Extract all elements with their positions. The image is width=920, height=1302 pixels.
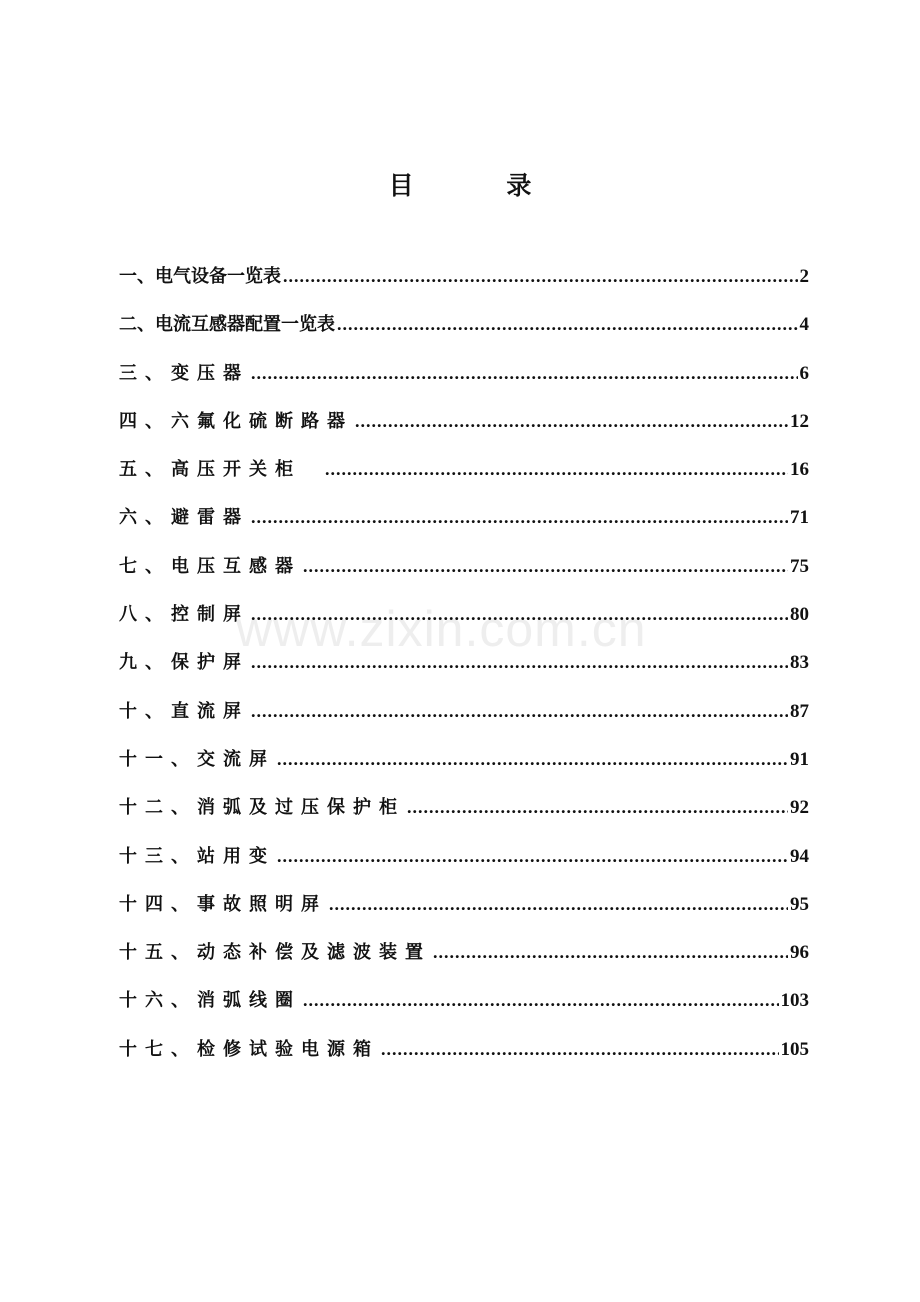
toc-entry-page: 16 bbox=[790, 459, 809, 481]
toc-entry-label: 十七、检修试验电源箱 bbox=[119, 1038, 379, 1060]
dot-leader bbox=[251, 362, 798, 384]
dot-leader bbox=[355, 410, 788, 432]
toc-entry-label: 十二、消弧及过压保护柜 bbox=[119, 797, 405, 819]
dot-leader bbox=[325, 458, 788, 480]
dot-leader bbox=[303, 555, 788, 577]
toc-entry-page: 75 bbox=[790, 555, 809, 577]
toc-entry-label: 三、变压器 bbox=[119, 362, 249, 384]
toc-entry-page: 105 bbox=[780, 1038, 809, 1060]
dot-leader bbox=[433, 941, 788, 963]
toc-entry[interactable] bbox=[119, 310, 809, 358]
toc-entry[interactable] bbox=[119, 407, 809, 455]
toc-entry[interactable] bbox=[119, 359, 809, 407]
toc-entry-page: 103 bbox=[780, 990, 809, 1012]
toc-entry-page: 91 bbox=[790, 748, 809, 770]
toc-entry-label: 四、六氟化硫断路器 bbox=[119, 410, 353, 432]
toc-entry[interactable] bbox=[119, 600, 809, 648]
toc-entry-label: 二、电流互感器配置一览表 bbox=[119, 314, 335, 336]
toc-entry-page: 95 bbox=[790, 893, 809, 915]
dot-leader bbox=[303, 989, 779, 1011]
toc-entry-label: 十六、消弧线圈 bbox=[119, 990, 301, 1012]
toc-entry-label: 六、避雷器 bbox=[119, 507, 249, 529]
toc-entry[interactable] bbox=[119, 938, 809, 986]
toc-entry[interactable] bbox=[119, 890, 809, 938]
toc-entry-label: 九、保护屏 bbox=[119, 652, 249, 674]
toc-entry[interactable] bbox=[119, 552, 809, 600]
dot-leader bbox=[329, 893, 788, 915]
toc-entry-page: 80 bbox=[790, 604, 809, 626]
toc-entry[interactable] bbox=[119, 455, 809, 503]
toc-entry-page: 87 bbox=[790, 700, 809, 722]
dot-leader bbox=[283, 265, 798, 287]
toc-entry-page: 4 bbox=[799, 314, 809, 336]
dot-leader bbox=[277, 845, 788, 867]
toc-entry[interactable] bbox=[119, 793, 809, 841]
dot-leader bbox=[381, 1038, 779, 1060]
toc-entry-label: 五、高压开关柜 bbox=[119, 459, 301, 481]
toc-entry-label: 十一、交流屏 bbox=[119, 748, 275, 770]
dot-leader bbox=[337, 313, 798, 335]
toc-entry[interactable] bbox=[119, 262, 809, 310]
toc-entry[interactable] bbox=[119, 697, 809, 745]
toc-entry-label: 七、电压互感器 bbox=[119, 555, 301, 577]
toc-entry-page: 2 bbox=[799, 266, 809, 287]
toc-entry-page: 12 bbox=[790, 410, 809, 432]
toc-entry[interactable] bbox=[119, 1035, 809, 1083]
dot-leader bbox=[277, 748, 788, 770]
toc-entry-page: 6 bbox=[799, 362, 809, 384]
toc-entry-label: 一、电气设备一览表 bbox=[119, 266, 281, 287]
toc-entry[interactable] bbox=[119, 503, 809, 551]
toc-entry-page: 96 bbox=[790, 942, 809, 964]
toc-entry-label: 十、直流屏 bbox=[119, 700, 249, 722]
dot-leader bbox=[251, 651, 788, 673]
toc-entry-label: 八、控制屏 bbox=[119, 604, 249, 626]
toc-list bbox=[119, 262, 809, 1083]
dot-leader bbox=[251, 506, 788, 528]
toc-entry[interactable] bbox=[119, 986, 809, 1034]
toc-entry[interactable] bbox=[119, 745, 809, 793]
dot-leader bbox=[251, 603, 788, 625]
toc-entry-label: 十四、事故照明屏 bbox=[119, 893, 327, 915]
toc-entry[interactable] bbox=[119, 842, 809, 890]
watermark: www.zixin.com.cn bbox=[236, 601, 647, 657]
toc-entry-page: 83 bbox=[790, 652, 809, 674]
dot-leader bbox=[407, 796, 788, 818]
toc-entry-label: 十三、站用变 bbox=[119, 845, 275, 867]
toc-entry[interactable] bbox=[119, 648, 809, 696]
toc-entry-page: 94 bbox=[790, 845, 809, 867]
toc-entry-page: 71 bbox=[790, 507, 809, 529]
toc-entry-label: 十五、动态补偿及滤波装置 bbox=[119, 942, 431, 964]
toc-entry-page: 92 bbox=[790, 797, 809, 819]
toc-title: 目 录 bbox=[388, 171, 574, 200]
dot-leader bbox=[251, 700, 788, 722]
